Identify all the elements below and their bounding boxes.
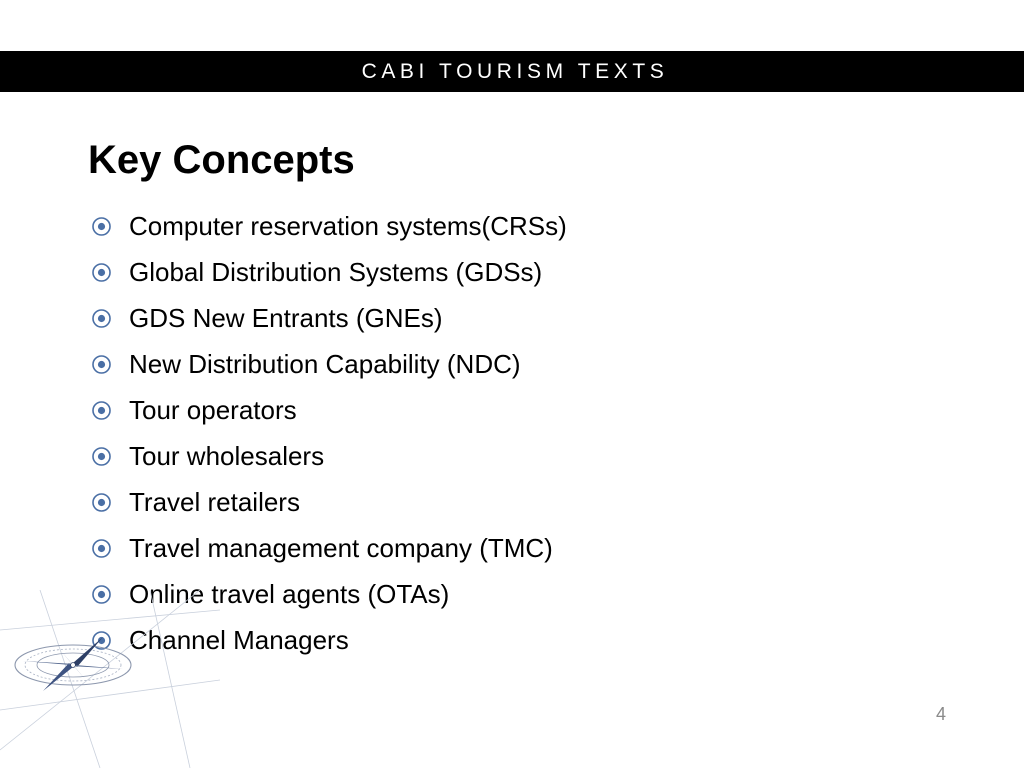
list-item [88, 525, 567, 571]
list-item [88, 295, 567, 341]
header-band [0, 51, 1024, 92]
compass-rose-icon [0, 590, 220, 768]
list-item-label: Online travel agents (OTAs) [129, 579, 450, 609]
header-title: CABI TOURISM TEXTS [361, 59, 669, 83]
list-item-label: Travel retailers [129, 487, 300, 517]
list-item [88, 341, 567, 387]
list-item-label: Computer reservation systems(CRSs) [129, 211, 567, 241]
circled-dot-icon [88, 443, 115, 470]
list-item [88, 479, 567, 525]
page-number: 4 [935, 704, 946, 724]
list-item [88, 249, 567, 295]
list-item [88, 387, 567, 433]
list-item-label: Travel management company (TMC) [129, 533, 553, 563]
circled-dot-icon [88, 259, 115, 286]
slide-title: Key Concepts [88, 138, 355, 182]
list-item-label: Tour operators [129, 395, 297, 425]
circled-dot-icon [88, 489, 115, 516]
list-item-label: GDS New Entrants (GNEs) [129, 303, 443, 333]
circled-dot-icon [88, 535, 115, 562]
list-item [88, 433, 567, 479]
circled-dot-icon [88, 213, 115, 240]
list-item-label: Channel Managers [129, 625, 349, 655]
list-item-label: Global Distribution Systems (GDSs) [129, 257, 543, 287]
circled-dot-icon [88, 305, 115, 332]
circled-dot-icon [88, 351, 115, 378]
list-item-label: New Distribution Capability (NDC) [129, 349, 521, 379]
list-item [88, 203, 567, 249]
list-item-label: Tour wholesalers [129, 441, 325, 471]
circled-dot-icon [88, 397, 115, 424]
